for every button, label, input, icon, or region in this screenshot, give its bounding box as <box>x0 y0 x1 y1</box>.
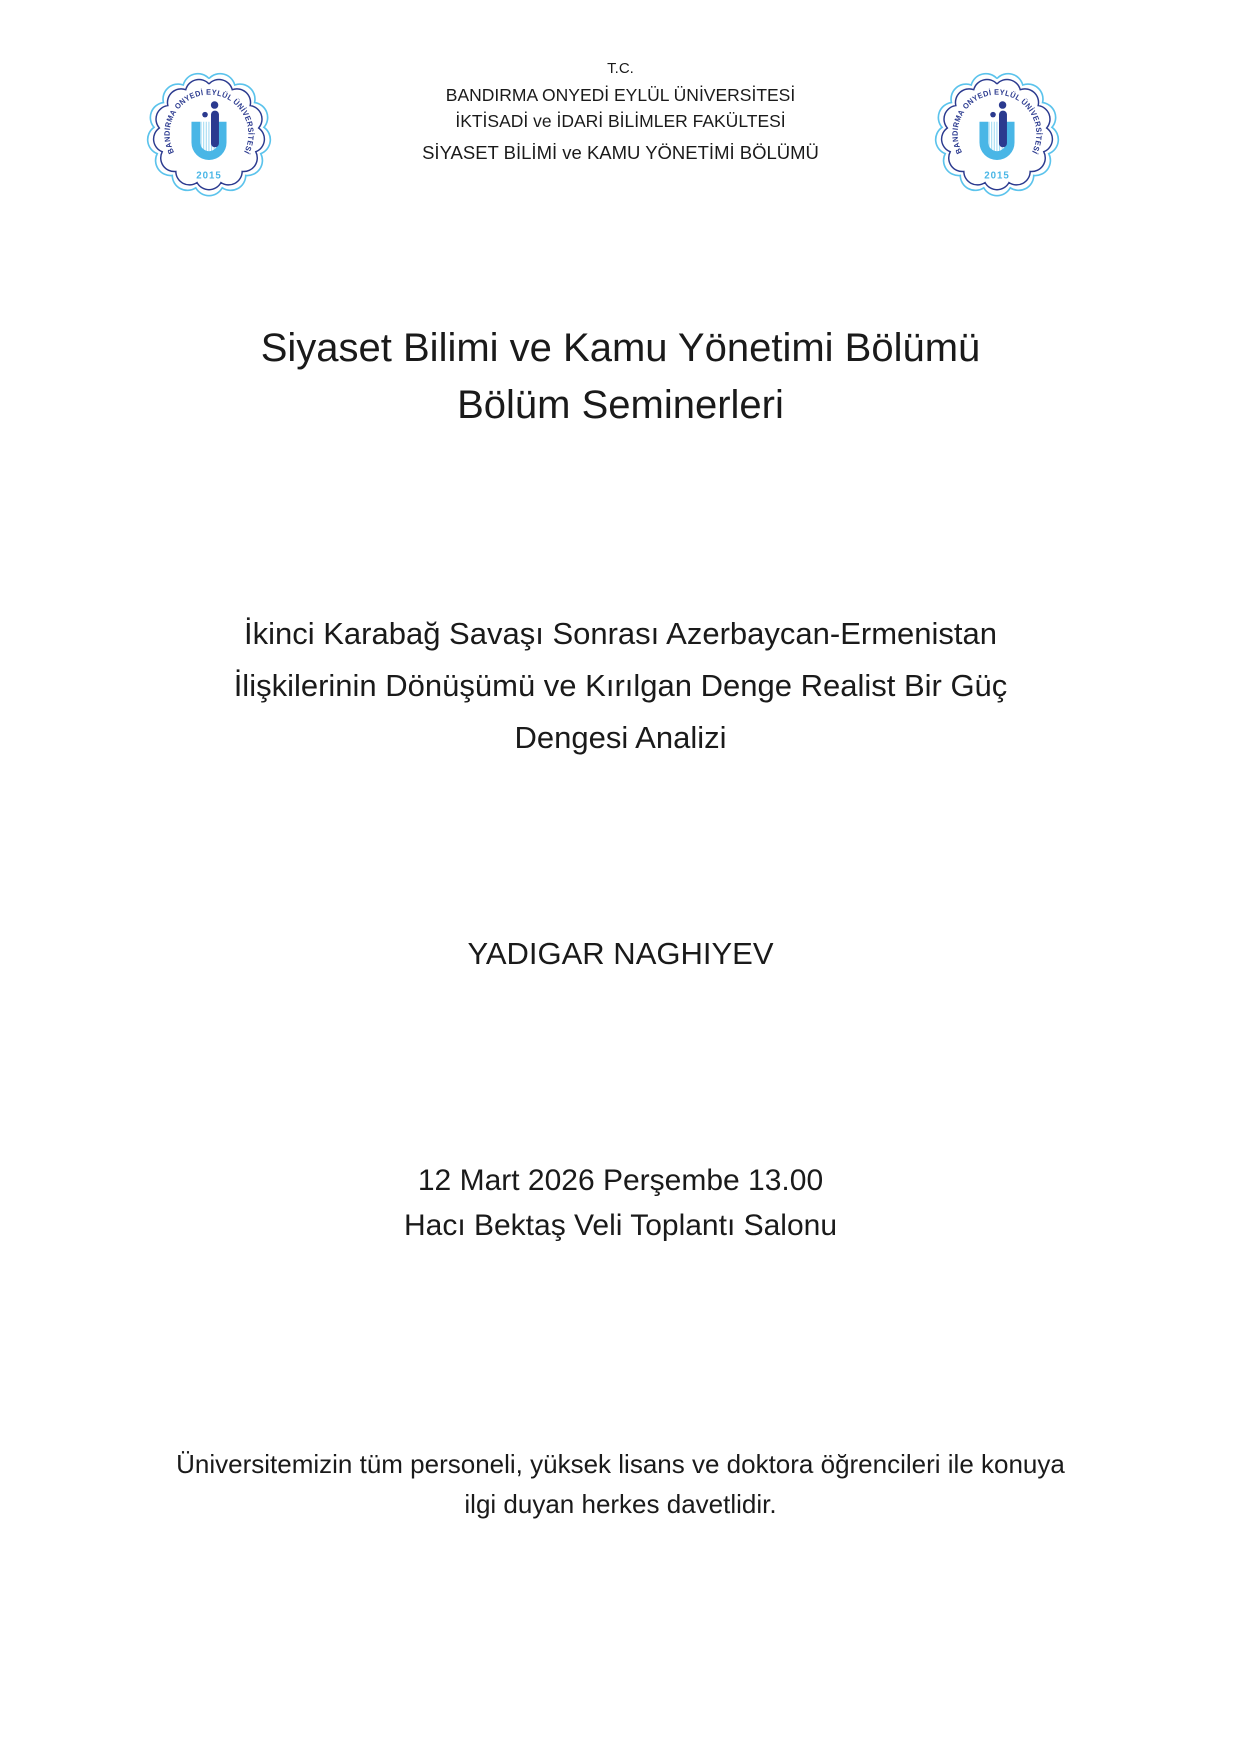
logo-circular-text: BANDIRMA ONYEDİ EYLÜL ÜNİVERSİTESİ <box>950 87 1044 156</box>
seminar-title-line3: Dengesi Analizi <box>514 720 727 755</box>
department-name: SİYASET BİLİMİ ve KAMU YÖNETİMİ BÖLÜMÜ <box>422 142 819 163</box>
seminar-title <box>0 608 1241 764</box>
logo-year: 2015 <box>984 170 1010 182</box>
logo-circular-text: BANDIRMA ONYEDİ EYLÜL ÜNİVERSİTESİ <box>162 87 256 156</box>
letterhead <box>0 56 1241 168</box>
speaker-name: YADIGAR NAGHIYEV <box>467 936 774 971</box>
invitation-note-line2: ilgi duyan herkes davetlidir. <box>464 1489 777 1519</box>
faculty-name: İKTİSADİ ve İDARİ BİLİMLER FAKÜLTESİ <box>455 111 786 131</box>
seminar-title-line1: İkinci Karabağ Savaşı Sonrası Azerbaycan-Ermenistan <box>244 616 997 651</box>
university-name: BANDIRMA ONYEDİ EYLÜL ÜNİVERSİTESİ <box>445 85 796 105</box>
invitation-note <box>0 1444 1241 1524</box>
seminar-title-line2: İlişkilerinin Dönüşümü ve Kırılgan Denge Realist Bir Güç <box>233 668 1008 703</box>
tc-label: T.C. <box>607 60 634 77</box>
page-title-line2: Bölüm Seminerleri <box>457 383 784 427</box>
seminar-location: Hacı Bektaş Veli Toplantı Salonu <box>403 1209 838 1242</box>
logo-year: 2015 <box>196 170 222 182</box>
invitation-note-line1: Üniversitemizin tüm personeli, yüksek lisans ve doktora öğrencileri ile konuya <box>176 1449 1065 1479</box>
page-title <box>0 320 1241 434</box>
page-title-line1: Siyaset Bilimi ve Kamu Yönetimi Bölümü <box>260 326 981 370</box>
seminar-datetime: 12 Mart 2026 Perşembe 13.00 <box>417 1164 824 1197</box>
seminar-schedule <box>0 1158 1241 1248</box>
